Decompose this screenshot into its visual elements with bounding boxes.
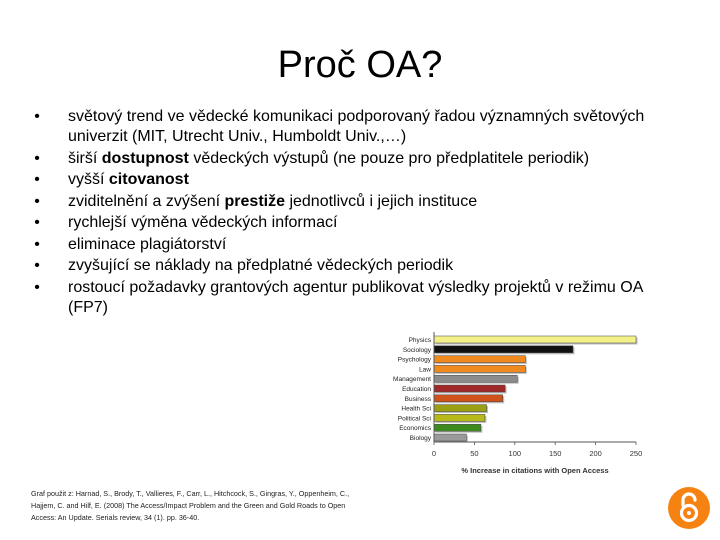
bullet-icon: •: [34, 235, 40, 253]
chart-x-axis-label: % Increase in citations with Open Access: [461, 466, 609, 475]
bullet-text: světový trend ve vědecké komunikaci podporovaný řadou významných světových univerzit (MIT, Utrecht Univ., Humboldt Univ.,…): [68, 108, 645, 145]
bullet-icon: •: [34, 192, 40, 210]
bullet-icon: •: [34, 171, 40, 188]
chart-bar: [434, 385, 505, 392]
chart-bars: [434, 336, 638, 443]
bullet-item: [30, 192, 670, 212]
chart-bar: [434, 424, 481, 431]
chart-bar: [434, 395, 503, 402]
chart-bar: [434, 414, 485, 421]
chart-category-label: Physics: [408, 337, 431, 344]
chart-category-labels: [393, 337, 432, 442]
chart-category-label: Psychology: [397, 356, 431, 364]
bullet-text: vědeckých výstupů (ne pouze pro předplatitele periodik): [188, 149, 590, 167]
bullet-text: širší: [68, 149, 102, 167]
chart-bar: [434, 356, 525, 363]
chart-category-label: Education: [402, 386, 431, 393]
bullet-icon: •: [34, 214, 40, 231]
chart-tick-label: 150: [548, 449, 562, 458]
chart-tick-label: 50: [470, 449, 479, 458]
chart-x-ticks: [432, 442, 642, 458]
bullet-item: [30, 235, 670, 255]
bullet-text: rostoucí požadavky grantových agentur publikovat výsledky projektů v režimu OA (FP7): [68, 278, 643, 316]
citation-advantage-chart: [350, 330, 650, 478]
bullet-icon: •: [34, 257, 40, 274]
chart-tick-label: 200: [589, 449, 602, 458]
slide-title: Proč OA?: [277, 44, 443, 86]
chart-category-label: Political Sci: [397, 415, 431, 423]
bullet-text: zvyšující se náklady na předplatné vědeckých periodik: [68, 257, 454, 274]
chart-tick-label: 250: [629, 449, 643, 458]
bullet-list: [30, 107, 670, 319]
chart-category-label: Biology: [409, 435, 431, 442]
chart-category-label: Business: [404, 395, 431, 403]
bullet-icon: •: [34, 149, 40, 167]
chart-category-label: Law: [419, 366, 431, 374]
chart-category-label: Sociology: [402, 346, 431, 354]
bullet-text: zviditelnění a zvýšení: [68, 192, 225, 210]
chart-bar: [434, 346, 573, 353]
chart-bar: [434, 336, 636, 343]
bullet-item: [30, 170, 670, 190]
chart-tick-label: 100: [508, 449, 522, 458]
chart-citation: Graf použit z: Harnad, S., Brody, T., Vallieres, F., Carr, L., Hitchcock, S., Gingras, Y., Oppenheim, C., Hajjem, C. and Hilf, E. (2008) The Access/Impact Problem and the Green and Gold Roads to Open Access: An Update. Serials review, 34 (1). pp. 36-40.: [31, 489, 350, 522]
chart-bar: [434, 365, 525, 372]
bullet-emphasis: dostupnost: [101, 149, 189, 167]
chart-category-label: Management: [393, 376, 431, 384]
bullet-text: jednotlivců i jejich instituce: [285, 192, 478, 210]
open-access-icon: [668, 487, 710, 529]
chart-bar: [434, 375, 517, 382]
bullet-emphasis: prestiže: [224, 192, 285, 210]
bullet-emphasis: citovanost: [108, 171, 189, 188]
chart-bar: [434, 434, 466, 441]
bullet-text: eliminace plagiátorství: [68, 235, 227, 253]
chart-bar: [434, 405, 487, 412]
bullet-item: [30, 256, 670, 276]
chart-category-label: Economics: [399, 425, 431, 433]
bullet-item: [30, 278, 670, 318]
bullet-text: rychlejší výměna vědeckých informací: [68, 214, 338, 231]
bullet-item: [30, 149, 670, 169]
bullet-icon: •: [34, 278, 40, 296]
bullet-item: [30, 213, 670, 233]
bullet-text: vyšší: [68, 171, 109, 188]
bullet-item: [30, 107, 670, 147]
chart-tick-label: 0: [431, 449, 437, 458]
bullet-icon: •: [34, 108, 40, 125]
chart-category-label: Health Sci: [401, 405, 431, 413]
